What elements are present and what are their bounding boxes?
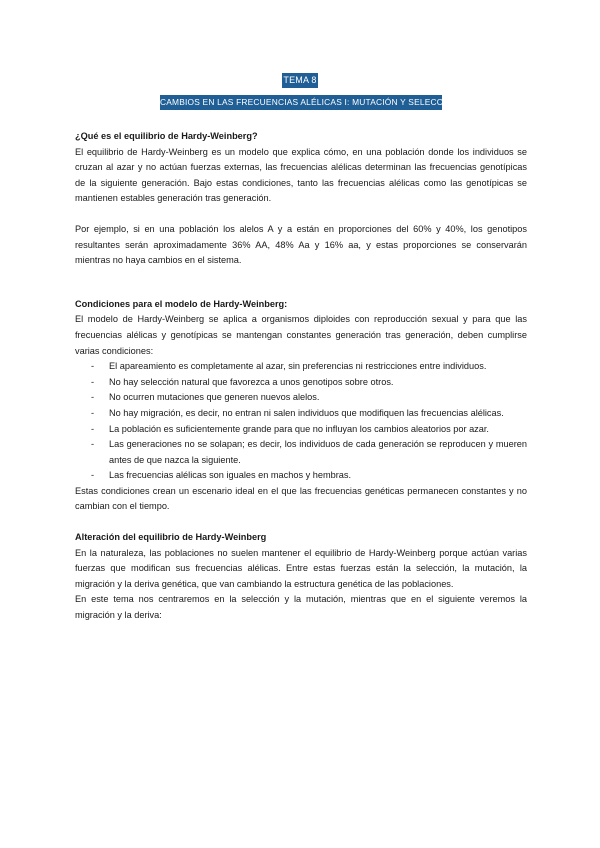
bullet-dash: - <box>91 407 95 418</box>
topic-subtitle-banner: CAMBIOS EN LAS FRECUENCIAS ALÉLICAS I: MUTACIÓN Y SELECCIÓN <box>160 95 442 110</box>
section-heading-hardy-weinberg: ¿Qué es el equilibrio de Hardy-Weinberg? <box>75 131 258 141</box>
section-heading-conditions: Condiciones para el modelo de Hardy-Weinberg: <box>75 298 288 309</box>
document-body <box>75 129 527 624</box>
bullet-dash: - <box>91 423 95 434</box>
section-heading-alteration: Alteración del equilibrio de Hardy-Weinberg <box>75 532 267 543</box>
topic-badge: TEMA 8 <box>282 73 318 88</box>
paragraph-alteration: En la naturaleza, las poblaciones no suelen mantener el equilibrio de Hardy-Weinberg porque actúan varias fuerzas que modifican sus frecuencias alélicas. Entre estas fuerzas están la selección, la mutación, la migración y la deriva genética, que van cambiando la estructura genética de las poblaciones. <box>75 547 527 589</box>
bullet-dash: - <box>91 392 95 403</box>
conditions-list <box>75 359 527 484</box>
list-item: - No hay selección natural que favorezca a unos genotipos sobre otros. <box>75 375 527 391</box>
list-item: - Las generaciones no se solapan; es decir, los individuos de cada generación se reproducen y mueren antes de que nazca la siguiente. <box>91 439 527 465</box>
bullet-dash: - <box>91 376 95 387</box>
paragraph-topic-focus: En este tema nos centraremos en la selección y la mutación, mientras que en el siguiente veremos la migración y la deriva: <box>75 594 527 621</box>
list-item: - Las frecuencias alélicas son iguales en machos y hembras. <box>75 468 527 484</box>
bullet-dash: - <box>91 470 95 481</box>
paragraph-conditions-intro: El modelo de Hardy-Weinberg se aplica a organismos diploides con reproducción sexual y para que las frecuencias alélicas y genotípicas se mantengan constantes generación tras generación, deben cumplirse varias condiciones: <box>75 314 527 356</box>
list-item: - El apareamiento es completamente al azar, sin preferencias ni restricciones entre individuos. <box>75 359 527 375</box>
bullet-dash: - <box>91 361 95 372</box>
paragraph-conditions-outro: Estas condiciones crean un escenario ideal en el que las frecuencias genéticas permanecen constantes y no cambian con el tiempo. <box>75 485 527 512</box>
bullet-dash: - <box>91 439 95 450</box>
list-item: - No hay migración, es decir, no entran ni salen individuos que modifiquen las frecuencias alélicas. <box>75 406 527 422</box>
list-item: - La población es suficientemente grande para que no influyan los cambios aleatorios por azar. <box>75 422 527 438</box>
list-item: - No ocurren mutaciones que generen nuevos alelos. <box>75 390 527 406</box>
paragraph-definition: El equilibrio de Hardy-Weinberg es un modelo que explica cómo, en una población donde los individuos se cruzan al azar y no actúan fuerzas externas, las frecuencias alélicas determinan las frecuencias genotípicas de la siguiente generación. Bajo estas condiciones, tanto las frecuencias alélicas como las genotípicas se mantienen estables generación tras generación. <box>75 146 527 204</box>
paragraph-example: Por ejemplo, si en una población los alelos A y a están en proporciones del 60% y 40%, los genotipos resultantes serán aproximadamente 36% AA, 48% Aa y 16% aa, y estas proporciones se conservarán mientras no haya cambios en el sistema. <box>75 223 527 266</box>
